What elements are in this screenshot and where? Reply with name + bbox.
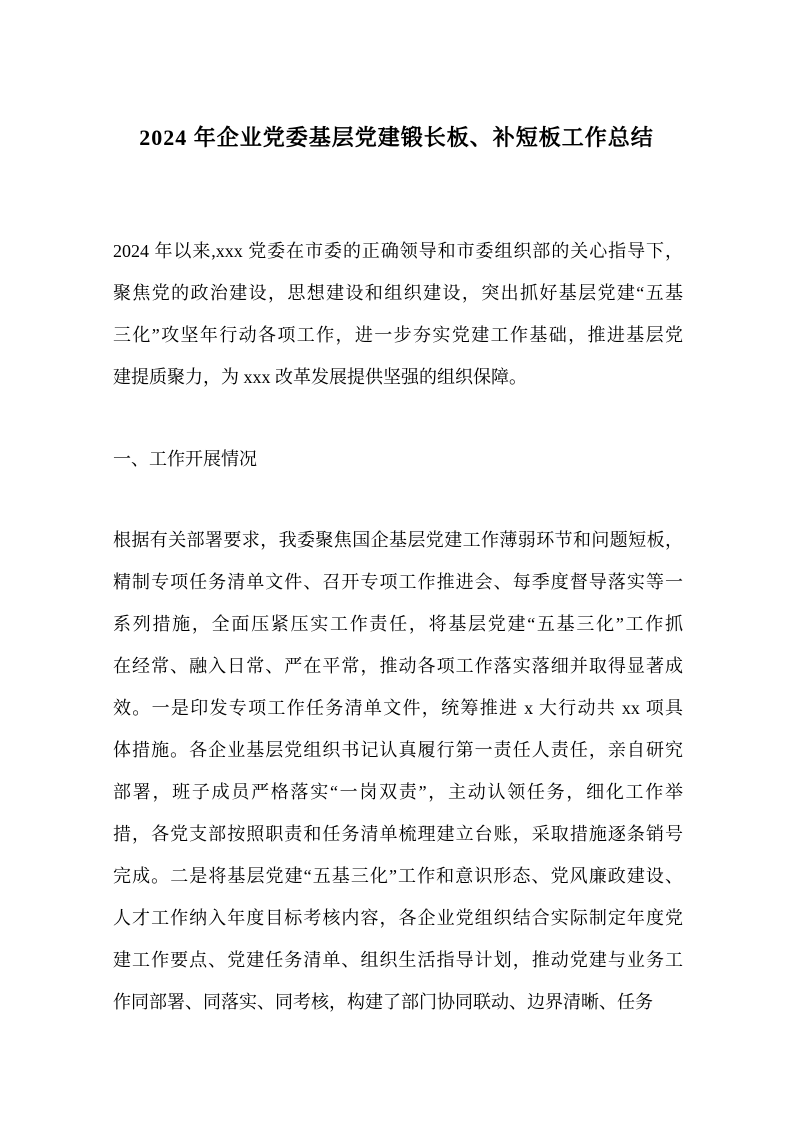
text-line: 2024 年以来,xxx 党委在市委的正确领导和市委组织部的关心指导下， [113,241,683,261]
text-line: 作同部署、同落实、同考核，构建了部门协同联动、边界清晰、任务 [113,992,653,1012]
text-line: 聚焦党的政治建设，思想建设和组织建设，突出抓好基层党建“五基 [113,283,683,303]
section1-heading: 一、工作开展情况 [113,449,257,469]
text-line: 措，各党支部按照职责和任务清单梳理建立台账，采取措施逐条销号 [113,824,683,844]
text-line: 人才工作纳入年度目标考核内容，各企业党组织结合实际制定年度党 [113,908,683,928]
text-line: 三化”攻坚年行动各项工作，进一步夯实党建工作基础，推进基层党 [113,325,683,345]
text-line: 在经常、融入日常、严在平常，推动各项工作落实落细并取得显著成 [113,656,683,676]
text-line: 根据有关部署要求，我委聚焦国企基层党建工作薄弱环节和问题短板， [113,530,683,550]
text-line: 完成。二是将基层党建“五基三化”工作和意识形态、党风廉政建设、 [113,866,683,886]
text-line: 建提质聚力，为 xxx 改革发展提供坚强的组织保障。 [113,367,527,387]
text-line: 体措施。各企业基层党组织书记认真履行第一责任人责任，亲自研究 [113,740,683,760]
section1-body-paragraph [113,519,683,1023]
text-line: 系列措施，全面压紧压实工作责任，将基层党建“五基三化”工作抓 [113,614,683,634]
intro-paragraph [113,230,683,398]
text-line: 建工作要点、党建任务清单、组织生活指导计划，推动党建与业务工 [113,950,683,970]
document-title: 2024 年企业党委基层党建锻长板、补短板工作总结 [139,125,654,150]
text-line: 效。一是印发专项工作任务清单文件，统筹推进 x 大行动共 xx 项具 [113,698,683,718]
text-line: 部署，班子成员严格落实“一岗双责”，主动认领任务，细化工作举 [113,782,683,802]
text-line: 精制专项任务清单文件、召开专项工作推进会、每季度督导落实等一 [113,572,683,592]
